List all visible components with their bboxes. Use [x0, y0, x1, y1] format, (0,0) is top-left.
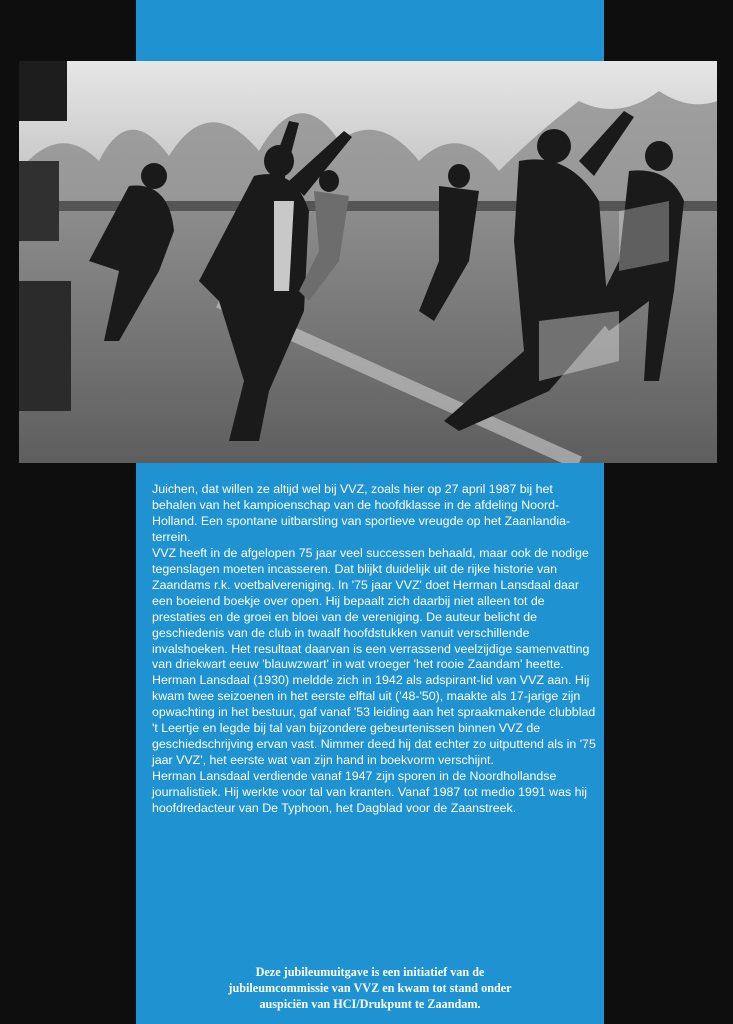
footer-line-2: jubileumcommissie van VVZ en kwam tot stand onder [228, 980, 512, 995]
caption-paragraph: Juichen, dat willen ze altijd wel bij VVZ, zoals hier op 27 april 1987 bij het behalen van het kampioenschap van de hoofdklasse in de afdeling Noord-Holland. Een spontane uitbarsting van sportieve vreugde op het Zaanlandia-terrein. [152, 482, 571, 544]
photo-icon [19, 61, 717, 463]
footer-line-3: auspiciën van HCI/Drukpunt te Zaandam. [259, 996, 481, 1011]
body-text [152, 482, 598, 817]
footer-colophon [136, 965, 604, 1013]
intro-paragraph: VVZ heeft in de afgelopen 75 jaar veel successen behaald, maar ook de nodige tegenslagen moeten incasseren. Dat blijkt duidelijk uit de rijke historie van Zaandams r.k. voetbalvereniging. In '75 jaar VVZ' doet Herman Lansdaal daar een boeiend boekje over open. Hij bepaalt zich daarbij niet alleen tot de prestaties en de groei en bloei van de vereniging. De auteur belicht de geschiedenis van de club in twaalf hoofdstukken vanuit verschillende invalshoeken. Het resultaat daarvan is een verrassend veelzijdige samenvatting van driekwart eeuw 'blauwzwart' in wat vroeger 'het rooie Zaandam' heette. [152, 545, 590, 672]
footer-line-1: Deze jubileumuitgave is een initiatief van de [255, 965, 485, 979]
celebration-photo [19, 61, 717, 463]
author-paragraph: Herman Lansdaal (1930) meldde zich in 1942 als adspirant-lid van VVZ aan. Hij kwam twee seizoenen in het eerste elftal uit ('48-'50), maakte als 17-jarige zijn opwachting in het bestuur, gaf vanaf '53 leiding aan het spraakmakende clubblad 't Leertje en legde bij tal van bijzondere gebeurtenissen binnen VVZ de geschiedschrijving ervan vast. Nimmer deed hij dat echter zo uitputtend als in '75 jaar VVZ', het eerste wat van zijn hand in boekvorm verschijnt. [152, 673, 596, 768]
career-paragraph: Herman Lansdaal verdiende vanaf 1947 zijn sporen in de Noordhollandse journalistiek. Hij werkte voor tal van kranten. Vanaf 1987 tot medio 1991 was hij hoofdredacteur van De Typhoon, het Dagblad voor de Zaanstreek. [152, 769, 588, 816]
blue-band-top [136, 0, 604, 70]
